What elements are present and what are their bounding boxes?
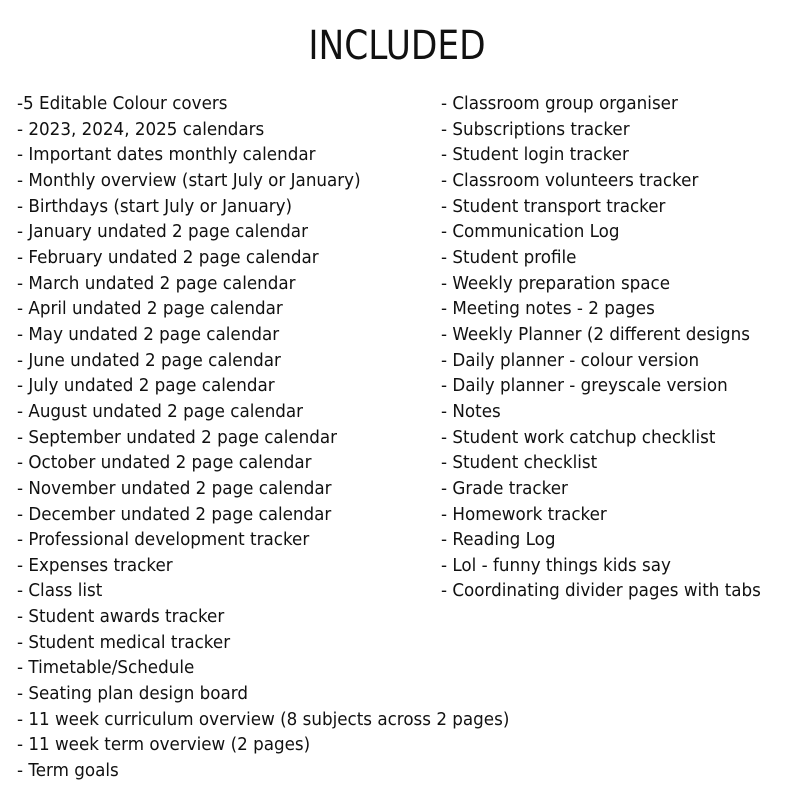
- list-item: - Grade tracker: [441, 477, 568, 499]
- list-item: - Meeting notes - 2 pages: [441, 298, 655, 320]
- included-list-right: [441, 91, 785, 604]
- list-item: - March undated 2 page calendar: [17, 272, 296, 294]
- list-item: - July undated 2 page calendar: [17, 375, 275, 397]
- list-item: - Weekly Planner (2 different designs: [441, 323, 751, 345]
- list-item: - Expenses tracker: [17, 554, 173, 576]
- list-item: - Professional development tracker: [17, 529, 310, 551]
- list-item: - Class list: [17, 580, 103, 602]
- list-item: - Student profile: [441, 246, 577, 268]
- list-item: - Seating plan design board: [17, 683, 248, 705]
- list-item: - Reading Log: [441, 529, 556, 551]
- list-item: -5 Editable Colour covers: [17, 93, 228, 114]
- list-item: - 11 week term overview (2 pages): [17, 734, 311, 756]
- list-item: - February undated 2 page calendar: [17, 246, 319, 268]
- list-item: - Student medical tracker: [17, 631, 231, 653]
- page-title: INCLUDED: [308, 23, 486, 69]
- list-item: - Daily planner - colour version: [441, 349, 700, 371]
- list-item: - Weekly preparation space: [441, 272, 671, 294]
- list-item: - Homework tracker: [441, 503, 607, 525]
- list-item: - September undated 2 page calendar: [17, 426, 338, 448]
- list-item: - Notes: [441, 400, 501, 422]
- list-item: - Student login tracker: [441, 144, 629, 166]
- list-item: - Coordinating divider pages with tabs: [441, 580, 761, 602]
- list-item: - December undated 2 page calendar: [17, 503, 332, 525]
- list-item: - Monthly overview (start July or January): [17, 169, 361, 191]
- list-item: - Student work catchup checklist: [441, 426, 716, 448]
- list-item: - November undated 2 page calendar: [17, 477, 332, 499]
- list-item: - Important dates monthly calendar: [17, 144, 316, 166]
- list-item: - Subscriptions tracker: [441, 118, 630, 140]
- list-item: - April undated 2 page calendar: [17, 298, 283, 320]
- list-item: - Communication Log: [441, 221, 620, 243]
- list-item: - Student checklist: [441, 452, 598, 474]
- list-item: - Student transport tracker: [441, 195, 666, 217]
- list-item: - 2023, 2024, 2025 calendars: [17, 118, 265, 140]
- list-item: - August undated 2 page calendar: [17, 400, 304, 422]
- list-item: - Term goals: [17, 760, 119, 782]
- list-item: - Lol - funny things kids say: [441, 554, 671, 576]
- list-item: - June undated 2 page calendar: [17, 349, 281, 371]
- list-item: - 11 week curriculum overview (8 subjects across 2 pages): [17, 708, 510, 730]
- list-item: - Classroom volunteers tracker: [441, 169, 699, 191]
- list-item: - Birthdays (start July or January): [17, 195, 293, 217]
- list-item: - Daily planner - greyscale version: [441, 375, 728, 397]
- list-item: - Classroom group organiser: [441, 93, 678, 114]
- list-item: - Timetable/Schedule: [17, 657, 195, 679]
- list-item: - October undated 2 page calendar: [17, 452, 312, 474]
- list-item: - May undated 2 page calendar: [17, 323, 280, 345]
- list-item: - January undated 2 page calendar: [17, 221, 308, 243]
- list-item: - Student awards tracker: [17, 606, 225, 628]
